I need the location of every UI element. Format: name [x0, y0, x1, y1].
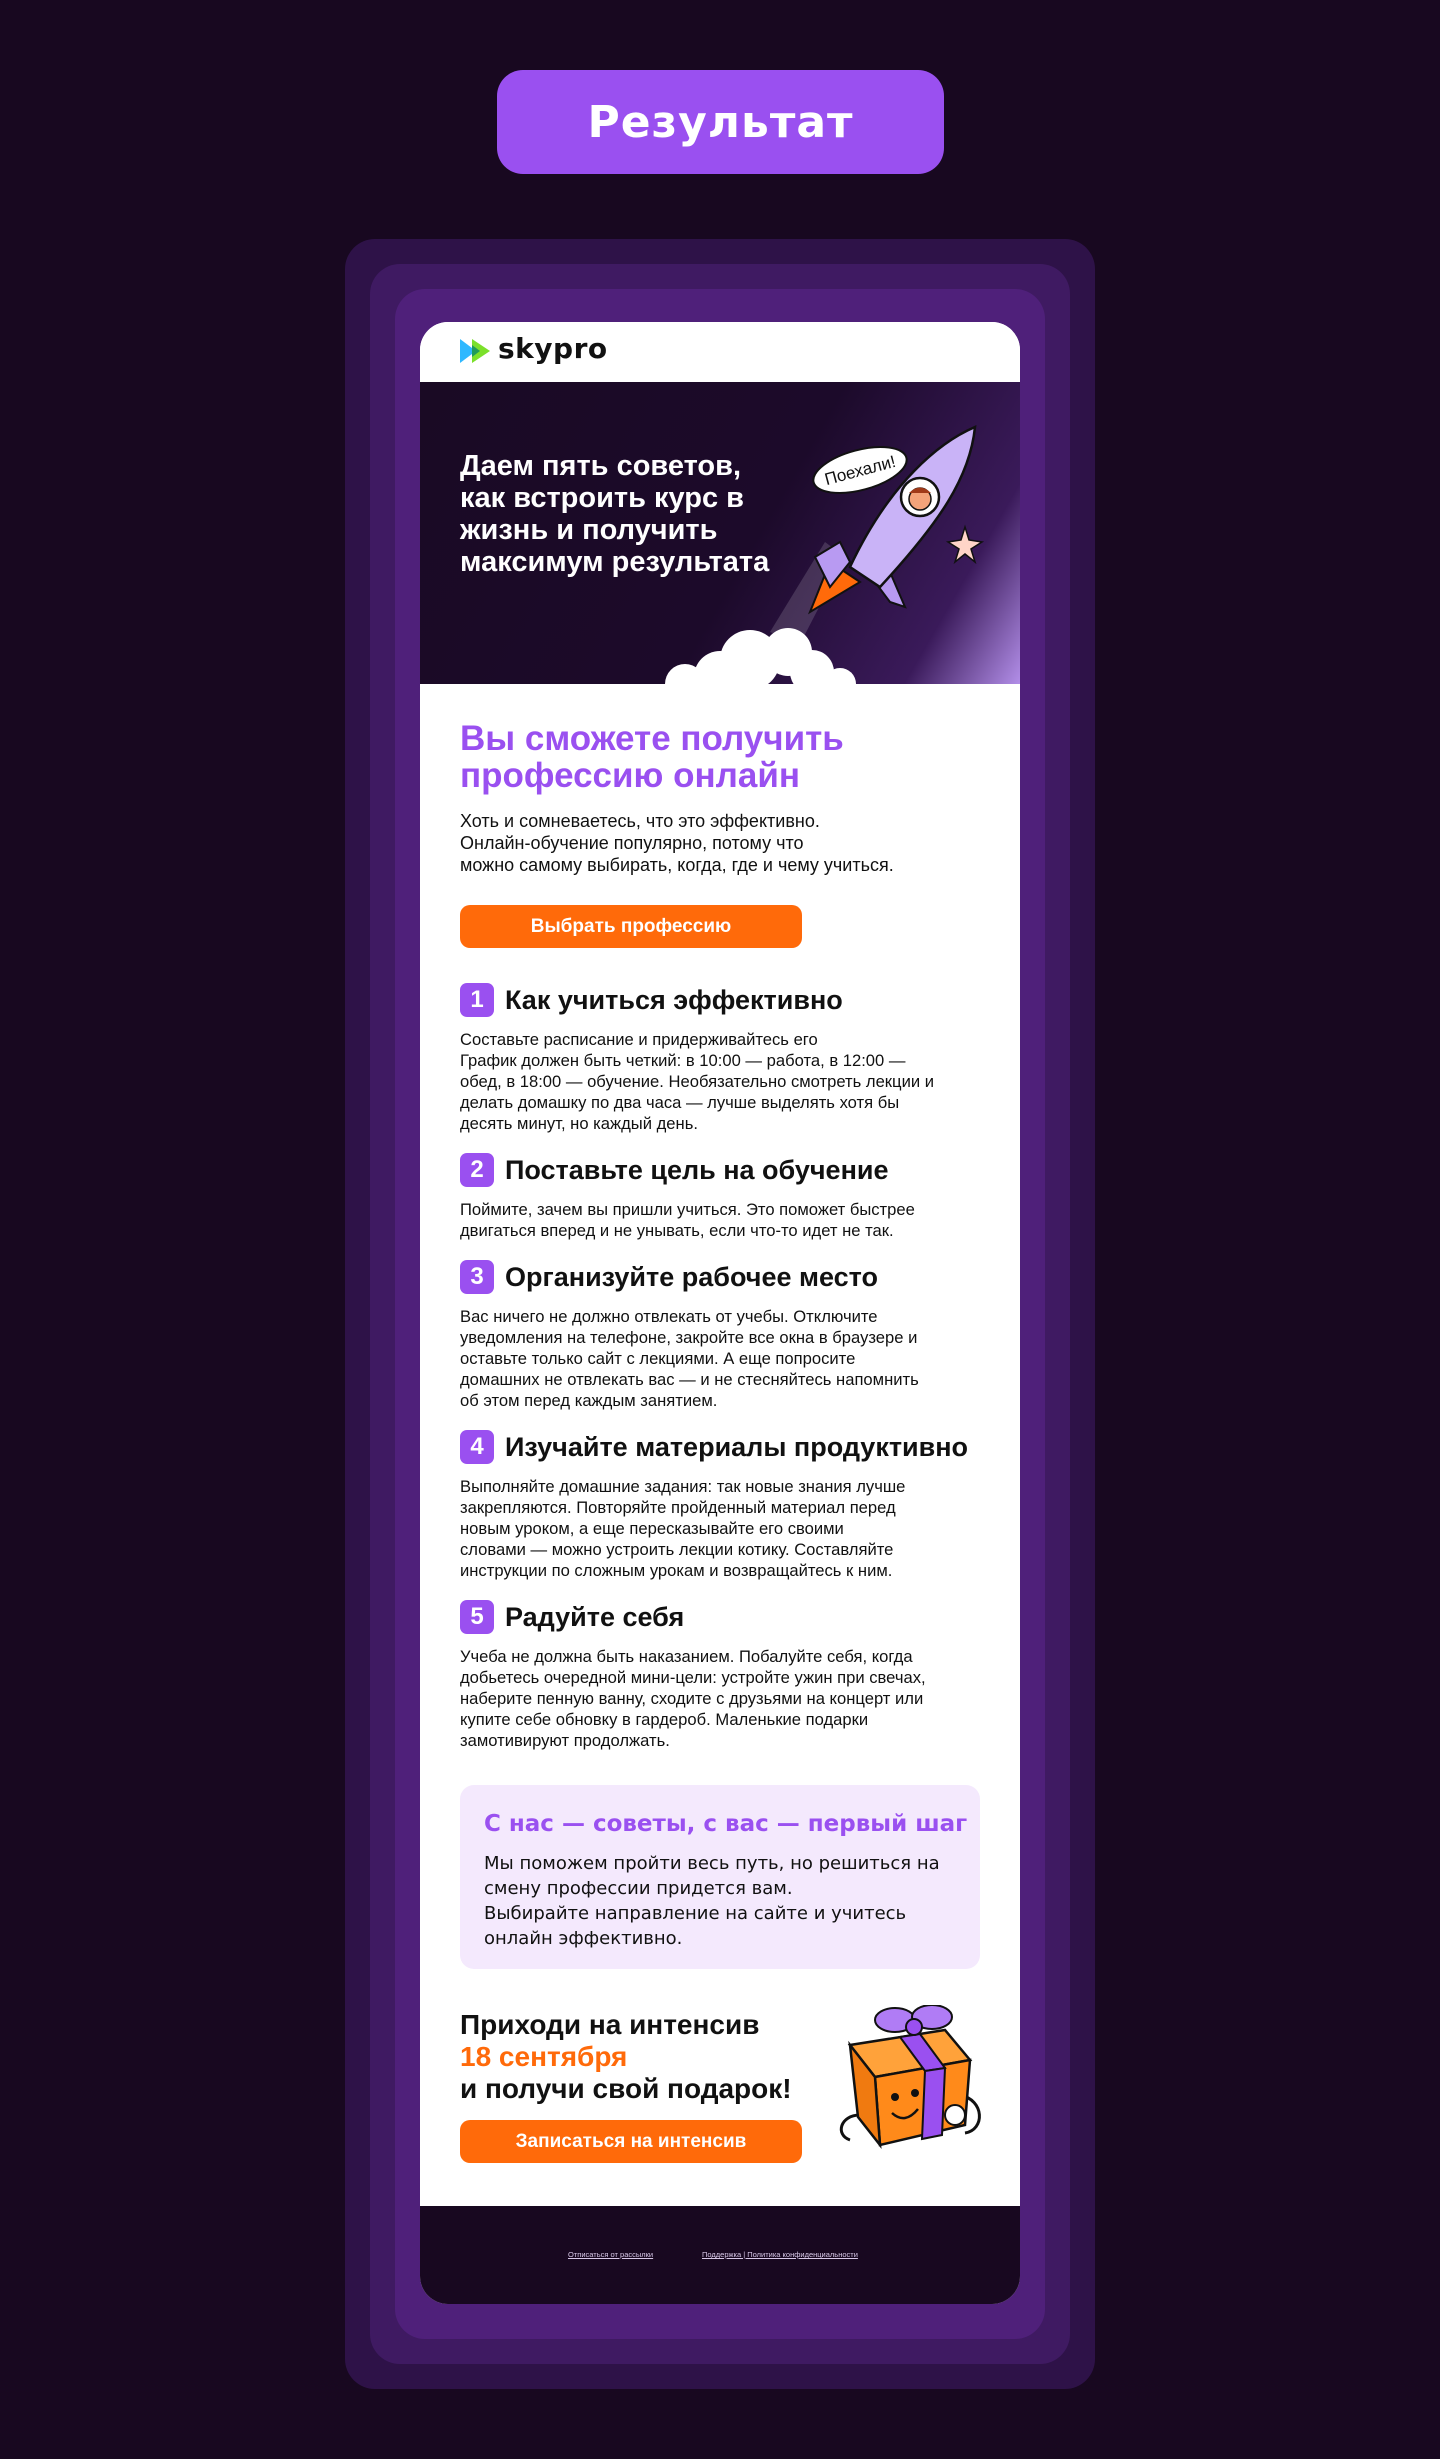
tip-text: Вас ничего не должно отвлекать от учебы. Отключите уведомления на телефоне, закройте все окна в браузере и оставьте только сайт с лекциями. А еще попросите домашних не отвлекать вас — и не стесняйтесь напомнить об этом перед каждым занятием. — [460, 1307, 919, 1410]
tip-title: Поставьте цель на обучение — [505, 1154, 889, 1185]
tip-number-badge: 2 — [460, 1153, 494, 1187]
tip-number-badge: 3 — [460, 1260, 494, 1294]
tip-title: Организуйте рабочее место — [505, 1261, 878, 1292]
logo-text[interactable]: skypro — [498, 332, 608, 365]
intensive-title — [460, 2009, 820, 2105]
choose-profession-button[interactable]: Выбрать профессию — [460, 905, 802, 948]
tip-item — [460, 1153, 990, 1241]
tip-item — [460, 1600, 990, 1751]
intensive-line1: Приходи на интенсив — [460, 2009, 760, 2040]
intro-text: Хоть и сомневаетесь, что это эффективно. Онлайн-обучение популярно, потому что можно самому выбирать, когда, где и чему учиться. — [460, 811, 894, 875]
tip-title: Изучайте материалы продуктивно — [505, 1431, 969, 1462]
tip-item — [460, 983, 990, 1134]
tip-item — [460, 1430, 990, 1581]
intro-title: Вы сможете получить профессию онлайн — [460, 719, 844, 795]
email-card — [420, 322, 1020, 2304]
email-footer — [420, 2206, 1020, 2304]
tip-number-badge: 4 — [460, 1430, 494, 1464]
hero-banner — [420, 382, 1020, 684]
tip-title: Как учиться эффективно — [505, 984, 843, 1015]
speech-bubble-text: Поехали! — [822, 451, 898, 490]
support-privacy-links[interactable]: Поддержка | Политика конфиденциальности — [702, 2250, 858, 2259]
tip-item — [460, 1260, 990, 1411]
hero-title: Даем пять советов, как встроить курс в жизнь и получить максимум результата — [460, 450, 770, 578]
tip-number-badge: 1 — [460, 983, 494, 1017]
promo-title: С нас — советы, с вас — первый шаг — [484, 1811, 968, 1837]
tip-number-badge: 5 — [460, 1600, 494, 1634]
logo-bar — [420, 322, 1020, 382]
signup-intensive-button[interactable]: Записаться на интенсив — [460, 2120, 802, 2163]
tip-text: Выполняйте домашние задания: так новые знания лучше закрепляются. Повторяйте пройденный материал перед новым уроком, а еще пересказывайте его своими словами — можно устроить лекции котику. Составляйте инструкции по сложным урокам и возвращайтесь к ним. — [460, 1477, 906, 1580]
rocket-illustration — [420, 382, 1020, 684]
promo-text: Мы поможем пройти весь путь, но решиться на смену профессии придется вам. Выбирайте направление на сайте и учитесь онлайн эффективно. — [484, 1853, 940, 1949]
gift-box-icon — [820, 2005, 990, 2155]
tip-text: Учеба не должна быть наказанием. Побалуйте себя, когда добьетесь очередной мини-цели: устройте ужин при свечах, наберите пенную ванну, сходите с друзьями на концерт или купите себе обновку в гардероб. Маленькие подарки замотивируют продолжать. — [460, 1647, 926, 1750]
intensive-date: 18 сентября — [460, 2041, 628, 2072]
tip-text: Составьте расписание и придерживайтесь его График должен быть четкий: в 10:00 — работа, в 12:00 — обед, в 18:00 — обучение. Необязательно смотреть лекции и делать домашку по два часа — лучше выделять хотя бы десять минут, но каждый день. — [460, 1030, 934, 1133]
intensive-line3: и получи свой подарок! — [460, 2073, 792, 2104]
tip-title: Радуйте себя — [505, 1601, 685, 1632]
result-banner: Результат — [497, 70, 944, 174]
skypro-logo-icon — [458, 336, 496, 366]
unsubscribe-link[interactable]: Отписаться от рассылки — [568, 2250, 654, 2259]
promo-box — [460, 1785, 980, 1969]
tip-text: Поймите, зачем вы пришли учиться. Это поможет быстрее двигаться вперед и не унывать, если что-то идет не так. — [460, 1200, 915, 1240]
